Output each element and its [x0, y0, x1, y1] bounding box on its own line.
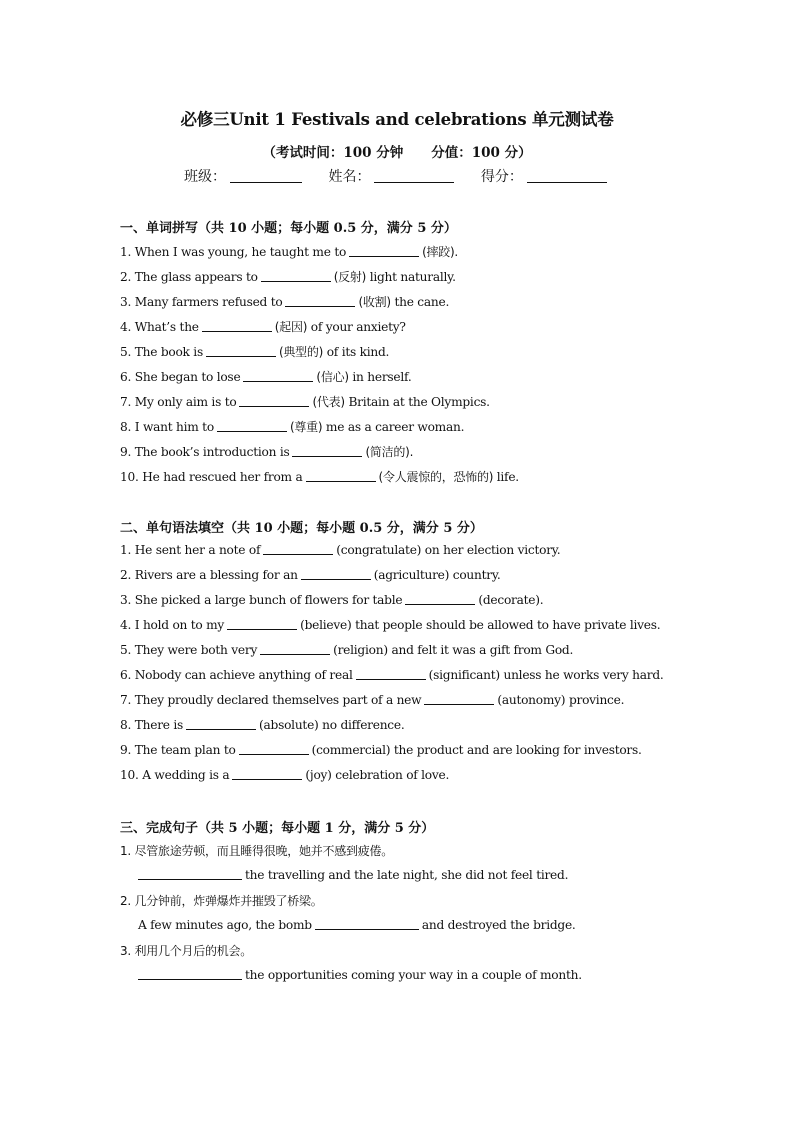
- section2-item: 10. A wedding is a (joy) celebration of love.: [120, 768, 450, 782]
- class-field: [184, 166, 302, 186]
- section2-item: 3. She picked a large bunch of flowers for table (decorate).: [120, 593, 544, 607]
- section2-item: 4. I hold on to my (believe) that people should be allowed to have private lives.: [120, 618, 661, 632]
- section1-item: 2. The glass appears to (反射) light naturally.: [120, 270, 456, 284]
- answer-blank[interactable]: [239, 742, 309, 755]
- answer-blank[interactable]: [285, 294, 355, 307]
- score-field: [481, 166, 607, 186]
- answer-blank[interactable]: [263, 542, 333, 555]
- section3-prompt: 3. 利用几个月后的机会。: [120, 944, 253, 958]
- section1-item: 3. Many farmers refused to (收割) the cane.: [120, 295, 450, 309]
- answer-blank[interactable]: [261, 269, 331, 282]
- name-field: [328, 166, 454, 186]
- answer-blank[interactable]: [138, 867, 242, 880]
- section1-item: 10. He had rescued her from a (令人震惊的，恐怖的) life.: [120, 470, 519, 484]
- section2-item: 9. The team plan to (commercial) the product and are looking for investors.: [120, 743, 642, 757]
- answer-blank[interactable]: [405, 592, 475, 605]
- section3-answer-line: the travelling and the late night, she did not feel tired.: [138, 867, 568, 882]
- answer-blank[interactable]: [206, 344, 276, 357]
- section2-title: 二、单句语法填空（共 10 小题；每小题 0.5 分，满分 5 分）: [120, 521, 483, 536]
- answer-blank[interactable]: [202, 319, 272, 332]
- answer-blank[interactable]: [315, 917, 419, 930]
- score-label: 得分：: [480, 169, 523, 185]
- answer-blank[interactable]: [186, 717, 256, 730]
- name-label: 姓名：: [328, 169, 371, 185]
- section2-item: 2. Rivers are a blessing for an (agriculture) country.: [120, 568, 501, 582]
- section1-item: 1. When I was young, he taught me to (摔跤).: [120, 245, 458, 259]
- answer-blank[interactable]: [424, 692, 494, 705]
- section3-title: 三、完成句子（共 5 小题；每小题 1 分，满分 5 分）: [120, 821, 435, 836]
- section2-item: 8. There is (absolute) no difference.: [120, 718, 405, 732]
- answer-blank[interactable]: [301, 567, 371, 580]
- answer-blank[interactable]: [292, 444, 362, 457]
- exam-score: 分值：100 分）: [431, 145, 532, 161]
- page-title: 必修三Unit 1 Festivals and celebrations 单元测试卷: [180, 110, 614, 129]
- answer-blank[interactable]: [260, 642, 330, 655]
- answer-blank[interactable]: [217, 419, 287, 432]
- answer-blank[interactable]: [232, 767, 302, 780]
- answer-blank[interactable]: [349, 244, 419, 257]
- score-blank[interactable]: [527, 168, 607, 183]
- name-blank[interactable]: [374, 168, 454, 183]
- section3-prompt: 2. 几分钟前，炸弹爆炸并摧毁了桥梁。: [120, 894, 323, 908]
- section1-item: 4. What’s the (起因) of your anxiety?: [120, 320, 406, 334]
- exam-subtitle: [0, 141, 794, 161]
- section2-item: 6. Nobody can achieve anything of real (significant) unless he works very hard.: [120, 668, 664, 682]
- section2-item: 7. They proudly declared themselves part of a new (autonomy) province.: [120, 693, 625, 707]
- section2-item: 1. He sent her a note of (congratulate) on her election victory.: [120, 543, 561, 557]
- section1-title: 一、单词拼写（共 10 小题；每小题 0.5 分，满分 5 分）: [120, 221, 457, 236]
- section3-answer-line: the opportunities coming your way in a couple of month.: [138, 967, 582, 982]
- section1-item: 5. The book is (典型的) of its kind.: [120, 345, 390, 359]
- exam-time: （考试时间：100 分钟: [262, 145, 404, 161]
- section1-item: 8. I want him to (尊重) me as a career woman.: [120, 420, 465, 434]
- section1-item: 6. She began to lose (信心) in herself.: [120, 370, 412, 384]
- answer-blank[interactable]: [239, 394, 309, 407]
- class-label: 班级：: [184, 169, 226, 185]
- section3-answer-line: A few minutes ago, the bomb and destroyed the bridge.: [138, 918, 576, 932]
- student-info: [184, 166, 607, 186]
- section3-prompt: 1. 尽管旅途劳顿，而且睡得很晚，她并不感到疲倦。: [120, 844, 394, 858]
- section1-item: 7. My only aim is to (代表) Britain at the Olympics.: [120, 395, 490, 409]
- answer-blank[interactable]: [243, 369, 313, 382]
- answer-blank[interactable]: [227, 617, 297, 630]
- answer-blank[interactable]: [356, 667, 426, 680]
- class-blank[interactable]: [230, 168, 302, 183]
- answer-blank[interactable]: [138, 967, 242, 980]
- section1-item: 9. The book’s introduction is (简洁的).: [120, 445, 414, 459]
- answer-blank[interactable]: [306, 469, 376, 482]
- section2-item: 5. They were both very (religion) and felt it was a gift from God.: [120, 643, 574, 657]
